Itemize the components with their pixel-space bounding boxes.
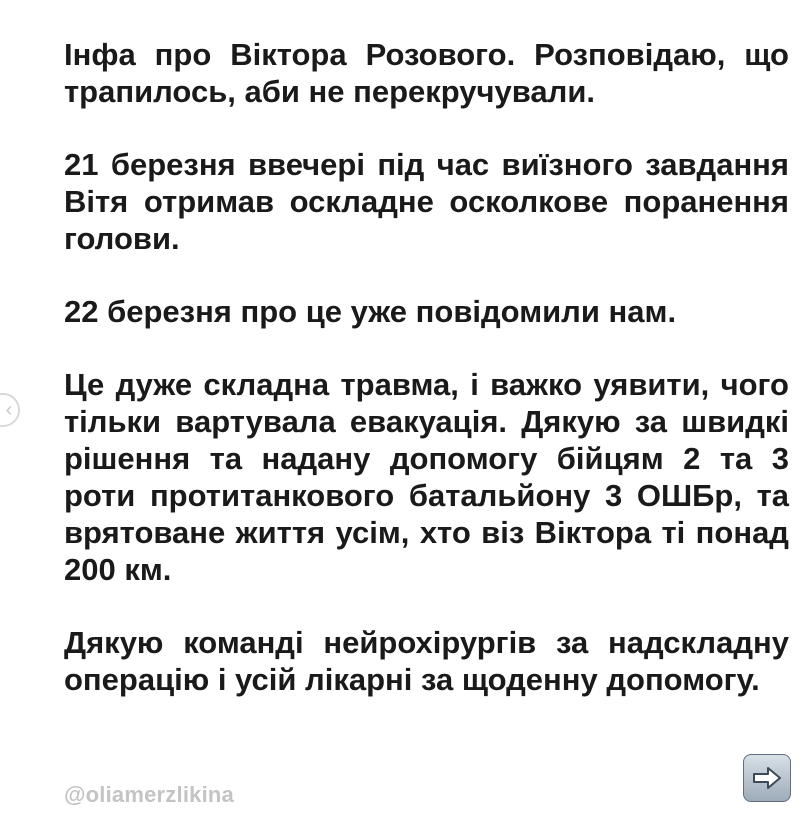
paragraph-2: 21 березня ввечері під час виїзного завдання Вітя отримав оскладне осколкове поранення голови. [64,147,789,256]
post-text [64,36,789,698]
paragraph-1: Інфа про Віктора Розового. Розповідаю, що трапилось, аби не перекручували. [64,37,789,109]
arrow-right-icon [751,765,783,791]
paragraph-4: Це дуже складна травма, і важко уявити, чого тільки вартувала евакуація. Дякую за швидкі рішення та надану допомогу бійцям 2 та 3 роти протитанкового батальйону 3 ОШБр, та врятоване життя усім, хто віз Віктора ті понад 200 км. [64,367,789,587]
username-watermark: @oliamerzlikina [64,782,234,807]
chevron-left-icon: ‹ [5,398,13,421]
paragraph-5: Дякую команді нейрохірургів за надскладну операцію і усій лікарні за щоденну допомогу. [64,625,789,697]
paragraph-3: 22 березня про це уже повідомили нам. [64,294,677,329]
next-button[interactable] [743,754,791,802]
previous-story-button[interactable] [0,393,20,427]
